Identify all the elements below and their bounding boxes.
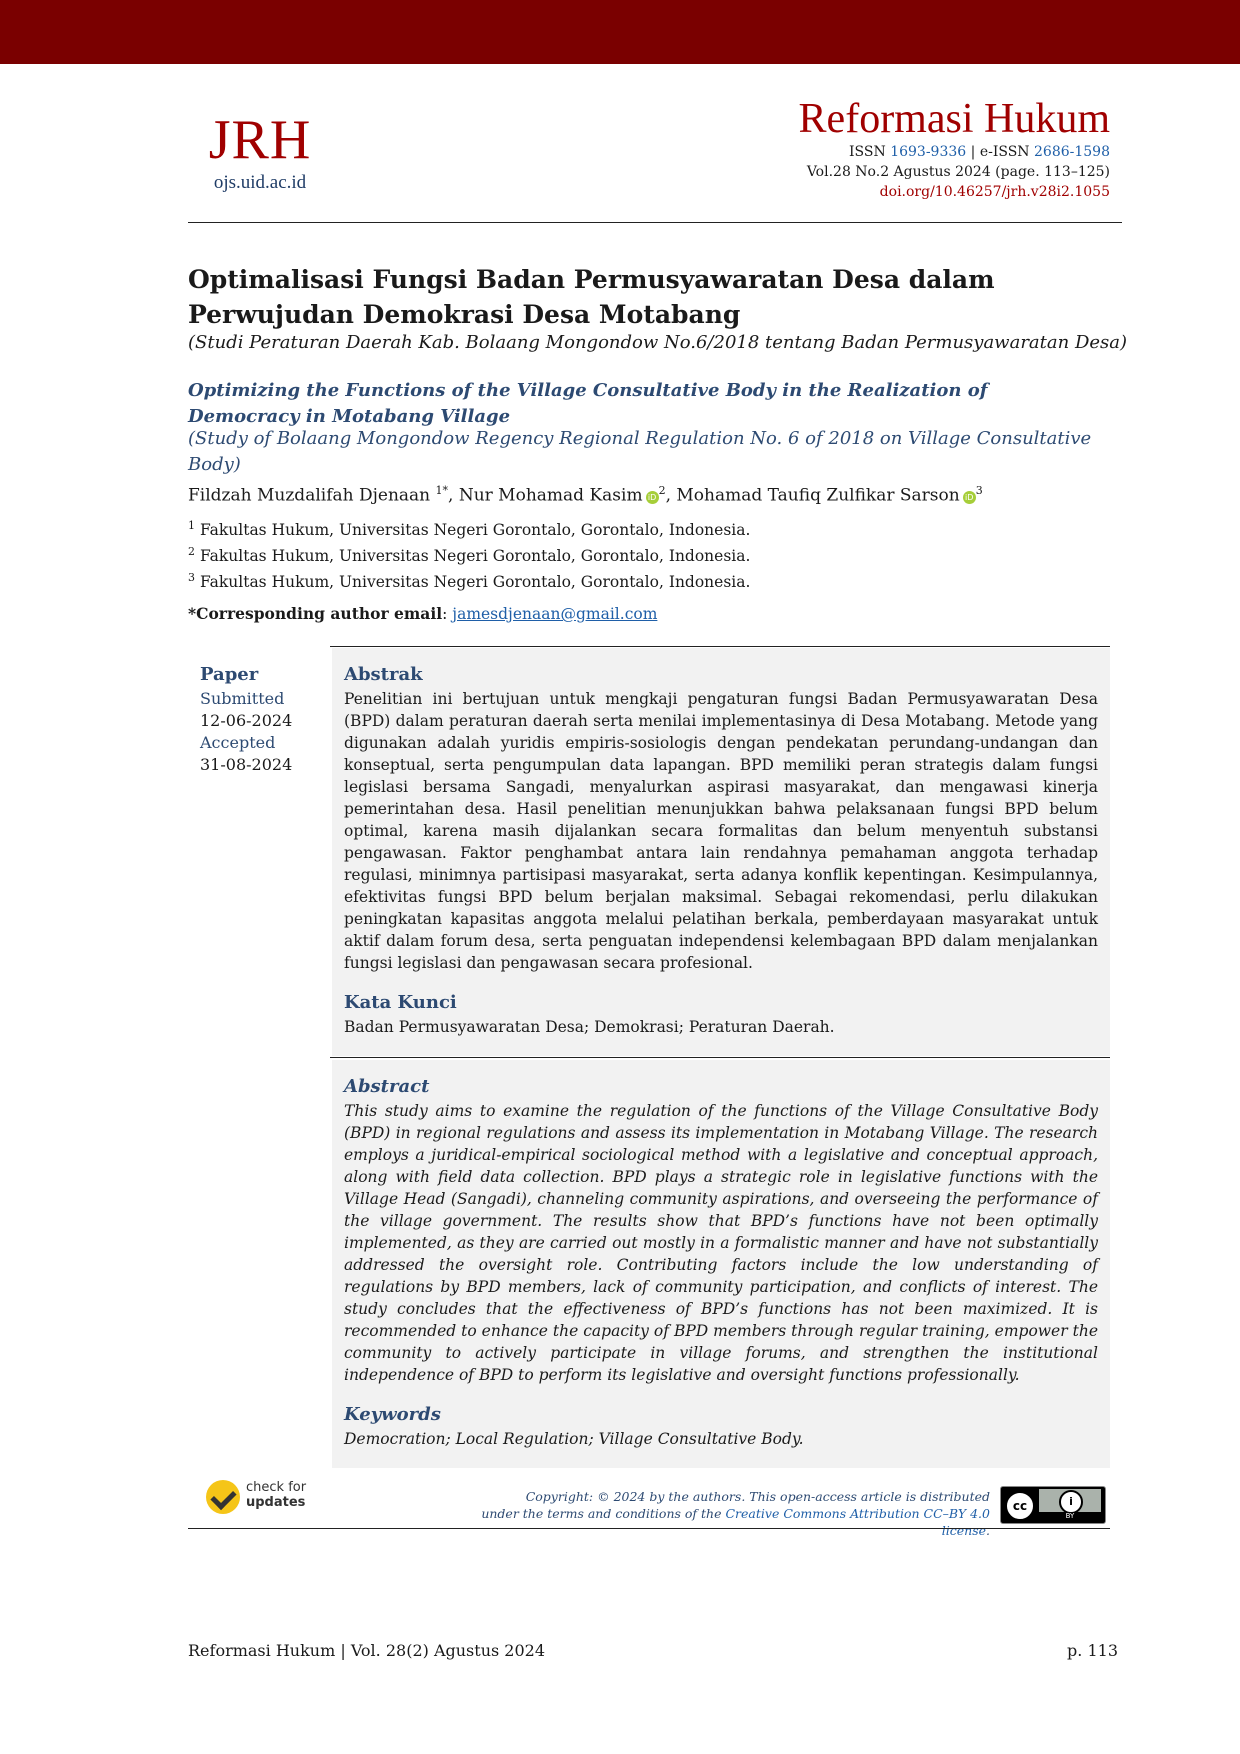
footer-journal: Reformasi Hukum | Vol. 28(2) Agustus 2024 xyxy=(188,1641,546,1660)
accepted-label: Accepted xyxy=(200,733,276,752)
by-panel xyxy=(1039,1489,1101,1521)
volume-line: Vol.28 No.2 Agustus 2024 (page. 113–125) xyxy=(806,164,1110,180)
corresponding-email-link[interactable]: jamesdjenaan@gmail.com xyxy=(452,605,658,623)
author-name: Fildzah Muzdalifah Djenaan xyxy=(188,485,431,506)
author-affil: 2 xyxy=(658,484,666,497)
issn-link[interactable]: 1693-9336 xyxy=(890,144,967,160)
affiliation-item xyxy=(188,541,1138,567)
affiliation-list xyxy=(188,515,1138,593)
affiliation-text: Fakultas Hukum, Universitas Negeri Gorontalo, Gorontalo, Indonesia. xyxy=(199,573,751,592)
checkmark-icon xyxy=(206,1480,240,1514)
cc-by-badge[interactable] xyxy=(1000,1486,1106,1524)
orcid-icon[interactable]: iD xyxy=(646,491,659,504)
cc-license-link[interactable]: Creative Commons Attribution CC–BY 4.0 license xyxy=(725,1506,990,1538)
author-name: Nur Mohamad Kasim xyxy=(458,485,643,506)
article-title-en: Optimizing the Functions of the Village Consultative Body in the Realization of Democracy in Motabang Village xyxy=(188,380,988,427)
affiliation-text: Fakultas Hukum, Universitas Negeri Gorontalo, Gorontalo, Indonesia. xyxy=(199,521,751,540)
abstrak-box xyxy=(332,648,1110,1056)
logo-url[interactable]: ojs.uid.ac.id xyxy=(213,172,307,193)
abstract-box xyxy=(332,1060,1110,1468)
footer-page-number: p. 113 xyxy=(1067,1641,1118,1660)
abstrak-heading: Abstrak xyxy=(344,664,423,685)
issn-line: ISSN 1693-9336 | e-ISSN 2686-1598 xyxy=(849,144,1110,160)
check-for-updates-text xyxy=(246,1480,306,1510)
submitted-label: Submitted xyxy=(200,689,285,708)
affiliation-num: 2 xyxy=(188,545,195,559)
author-list: Fildzah Muzdalifah Djenaan $^{1*}$, Nur Mohamad Kasim $iD^2$, Mohamad Taufiq Zulfikar Sarson $iD^3$ xyxy=(188,484,983,506)
copyright-notice xyxy=(430,1488,990,1539)
article-subtitle: (Studi Peraturan Daerah Kab. Bolaang Mongondow No.6/2018 tentang Badan Permusyawaratan Desa) xyxy=(188,332,1128,353)
copyright-line-2-text: under the terms and conditions of the xyxy=(481,1506,722,1521)
license-divider xyxy=(188,1528,1110,1529)
check-line-1: check for xyxy=(246,1480,307,1495)
affiliation-text: Fakultas Hukum, Universitas Negeri Gorontalo, Gorontalo, Indonesia. xyxy=(199,547,751,566)
journal-info xyxy=(799,96,1110,202)
abstract-heading: Abstract xyxy=(344,1076,430,1097)
abstract-box-top-rule xyxy=(330,646,1110,647)
paper-history xyxy=(200,662,330,776)
issn-label: ISSN xyxy=(849,144,886,160)
author-affil: 1* xyxy=(435,484,449,497)
abstract-box-divider xyxy=(330,1057,1110,1058)
cc-icon: cc xyxy=(1005,1491,1035,1521)
check-line-2: updates xyxy=(246,1495,306,1510)
abstrak-text: Penelitian ini bertujuan untuk mengkaji pengaturan fungsi Badan Permusyawaratan Desa (BPD) dalam peraturan daerah serta menilai implementasinya di Desa Motabang. Metode yang digunakan adalah yuridis empiris-sosiologis dengan pendekatan perundang-undangan dan konseptual, serta pengumpulan data lapangan. BPD memiliki peran strategis dalam fungsi legislasi bersama Sangadi, menyalurkan aspirasi masyarakat, dan mengawasi kinerja pemerintahan desa. Hasil penelitian menunjukkan bahwa pelaksanaan fungsi BPD belum optimal, karena masih dijalankan secara formalitas dan belum menyentuh substansi pengawasan. Faktor penghambat antara lain rendahnya pemahaman anggota terhadap regulasi, minimnya partisipasi masyarakat, serta adanya konflik kepentingan. Kesimpulannya, efektivitas fungsi BPD belum berjalan maksimal. Sebagai rekomendasi, perlu dilakukan peningkatan kapasitas anggota melalui pelatihan berkala, pemberdayaan masyarakat untuk aktif dalam forum desa, serta penguatan independensi kelembagaan BPD dalam menjalankan fungsi legislasi dan pengawasan secara profesional. xyxy=(344,690,1098,972)
author-name: Mohamad Taufiq Zulfikar Sarson xyxy=(676,485,960,506)
affiliation-item xyxy=(188,567,1138,593)
top-banner xyxy=(0,0,1240,64)
paper-heading: Paper xyxy=(200,664,259,685)
keywords-text: Democration; Local Regulation; Village Consultative Body. xyxy=(344,1430,804,1448)
kata-kunci-heading: Kata Kunci xyxy=(344,992,457,1013)
eissn-link[interactable]: 2686-1598 xyxy=(1034,144,1110,160)
keywords-heading: Keywords xyxy=(344,1404,441,1425)
affiliation-num: 3 xyxy=(188,571,195,585)
attribution-icon: i xyxy=(1059,1490,1083,1514)
check-for-updates-badge[interactable] xyxy=(206,1478,316,1516)
kata-kunci-text: Badan Permusyawaratan Desa; Demokrasi; Peraturan Daerah. xyxy=(344,1018,835,1036)
orcid-icon[interactable]: iD xyxy=(963,491,976,504)
submitted-date: 12-06-2024 xyxy=(200,711,293,730)
abstract-text: This study aims to examine the regulation of the functions of the Village Consultative Body (BPD) in regional regulations and assess its implementation in Motabang Village. The research employs a juridical-empirical sociological method with a legislative and conceptual approach, along with field data collection. BPD plays a strategic role in legislative functions with the Village Head (Sangadi), channeling community aspirations, and overseeing the performance of the village government. The results show that BPD’s functions have not been optimally implemented, as they are carried out mostly in a formalistic manner and have not substantially addressed the oversight role. Contributing factors include the low understanding of regulations by BPD members, lack of community participation, and conflicts of interest. The study concludes that the effectiveness of BPD’s functions has not been maximized. It is recommended to enhance the capacity of BPD members through regular training, empower the community to actively participate in village forums, and strengthen the institutional independence of BPD to perform its legislative and oversight functions professionally. xyxy=(344,1102,1098,1384)
copyright-line-2 xyxy=(430,1505,990,1539)
affiliation-item xyxy=(188,515,1138,541)
logo-text: JRH xyxy=(208,109,312,171)
accepted-date: 31-08-2024 xyxy=(200,755,293,774)
article-subtitle-en: (Study of Bolaang Mongondow Regency Regional Regulation No. 6 of 2018 on Village Consultative Body) xyxy=(188,428,1092,475)
journal-logo[interactable] xyxy=(190,109,330,194)
corresponding-author: *Corresponding author email: jamesdjenaan@gmail.com xyxy=(188,604,658,623)
article-title: Optimalisasi Fungsi Badan Permusyawaratan Desa dalam Perwujudan Demokrasi Desa Motabang xyxy=(188,265,995,329)
header-divider xyxy=(188,222,1122,223)
by-label: BY xyxy=(1039,1512,1101,1521)
affiliation-num: 1 xyxy=(188,519,195,532)
corresponding-label: *Corresponding author email xyxy=(188,604,443,623)
eissn-label: e-ISSN xyxy=(979,144,1030,160)
copyright-end: . xyxy=(986,1523,990,1538)
copyright-line-1: Copyright: © 2024 by the authors. This open-access article is distributed xyxy=(525,1489,990,1504)
author-affil: 3 xyxy=(975,484,983,497)
doi-link[interactable]: doi.org/10.46257/jrh.v28i2.1055 xyxy=(879,184,1110,200)
journal-title: Reformasi Hukum xyxy=(798,96,1110,142)
